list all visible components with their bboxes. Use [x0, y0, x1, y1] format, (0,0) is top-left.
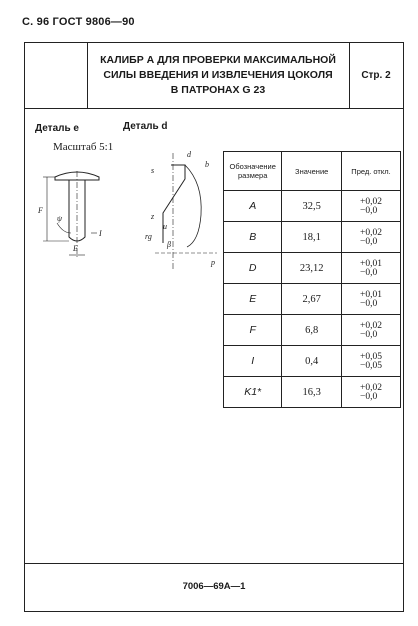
detail-d-label-beta: β	[167, 240, 171, 249]
header-designation: Обозначение размера	[224, 152, 282, 191]
detail-d-label-p: p	[211, 258, 215, 267]
dimension-name: D	[224, 253, 282, 284]
detail-e-drawing	[33, 163, 123, 273]
dimension-name: E	[224, 284, 282, 315]
table-row	[224, 253, 401, 284]
tolerance-lower: −0,0	[360, 330, 378, 340]
table-row	[224, 315, 401, 346]
title-empty-cell	[25, 43, 88, 108]
detail-d-label-b: b	[205, 160, 209, 169]
title-block	[25, 43, 403, 109]
dimension-table	[223, 151, 401, 408]
detail-d-label-u: u	[163, 222, 167, 231]
document-title	[87, 43, 350, 108]
dimension-name: K1*	[224, 377, 282, 408]
dimension-value: 16,3	[282, 377, 342, 408]
tolerance-upper: +0,01	[360, 259, 382, 269]
detail-e-label-e: E	[73, 244, 78, 253]
detail-d-label-d: d	[187, 150, 191, 159]
dimension-value: 32,5	[282, 191, 342, 222]
dimension-value: 6,8	[282, 315, 342, 346]
table-row	[224, 377, 401, 408]
dimension-name: A	[224, 191, 282, 222]
document-title-text: КАЛИБР А ДЛЯ ПРОВЕРКИ МАКСИМАЛЬНОЙ СИЛЫ ВВЕДЕНИЯ И ИЗВЛЕЧЕНИЯ ЦОКОЛЯ В ПАТРОНАХ G 23	[100, 54, 336, 96]
detail-d-drawing	[141, 143, 221, 273]
tolerance-lower: −0,0	[360, 237, 378, 247]
page-number: Стр. 2	[361, 70, 391, 81]
tolerance-cell	[341, 191, 400, 222]
detail-e-label-i: I	[99, 229, 102, 238]
table-row	[224, 284, 401, 315]
table-header-row	[224, 152, 401, 191]
tolerance-lower: −0,0	[360, 206, 378, 216]
tolerance-cell	[341, 284, 400, 315]
tolerance-cell	[341, 315, 400, 346]
tolerance-cell	[341, 253, 400, 284]
dimension-value: 23,12	[282, 253, 342, 284]
detail-e-label-f: F	[38, 206, 43, 215]
tolerance-cell	[341, 222, 400, 253]
footer-code: 7006—69А—1	[182, 581, 246, 592]
dimension-name: B	[224, 222, 282, 253]
tolerance-cell	[341, 377, 400, 408]
header-tolerance: Пред. откл.	[341, 152, 400, 191]
tolerance-lower: −0,0	[360, 299, 378, 309]
tolerance-upper: +0,02	[360, 228, 382, 238]
dimension-value: 2,67	[282, 284, 342, 315]
page-header: С. 96 ГОСТ 9806—90	[22, 16, 135, 28]
tolerance-lower: −0,0	[360, 268, 378, 278]
dimension-value: 0,4	[282, 346, 342, 377]
tolerance-upper: +0,01	[360, 290, 382, 300]
detail-d-label-rg: rg	[145, 232, 152, 241]
tolerance-cell	[341, 346, 400, 377]
detail-e-label: Деталь е	[35, 123, 79, 134]
tolerance-lower: −0,05	[360, 361, 382, 371]
detail-d-label-s: s	[151, 166, 155, 175]
tolerance-upper: +0,02	[360, 383, 382, 393]
table-row	[224, 346, 401, 377]
tolerance-lower: −0,0	[360, 392, 378, 402]
detail-d-outline	[185, 165, 201, 247]
tolerance-upper: +0,02	[360, 321, 382, 331]
table-row	[224, 222, 401, 253]
tolerance-upper: +0,02	[360, 197, 382, 207]
dimension-value: 18,1	[282, 222, 342, 253]
scale-label: Масштаб 5:1	[53, 141, 114, 153]
footer-divider	[25, 563, 403, 564]
dimension-name: F	[224, 315, 282, 346]
detail-d-label: Деталь d	[123, 121, 168, 132]
detail-e-label-psi: ψ	[57, 214, 62, 223]
detail-d-profile	[163, 165, 185, 243]
document-frame	[24, 42, 404, 612]
tolerance-upper: +0,05	[360, 352, 382, 362]
dimension-name: I	[224, 346, 282, 377]
header-value: Значение	[282, 152, 342, 191]
table-row	[224, 191, 401, 222]
detail-d-label-z: z	[151, 212, 155, 221]
